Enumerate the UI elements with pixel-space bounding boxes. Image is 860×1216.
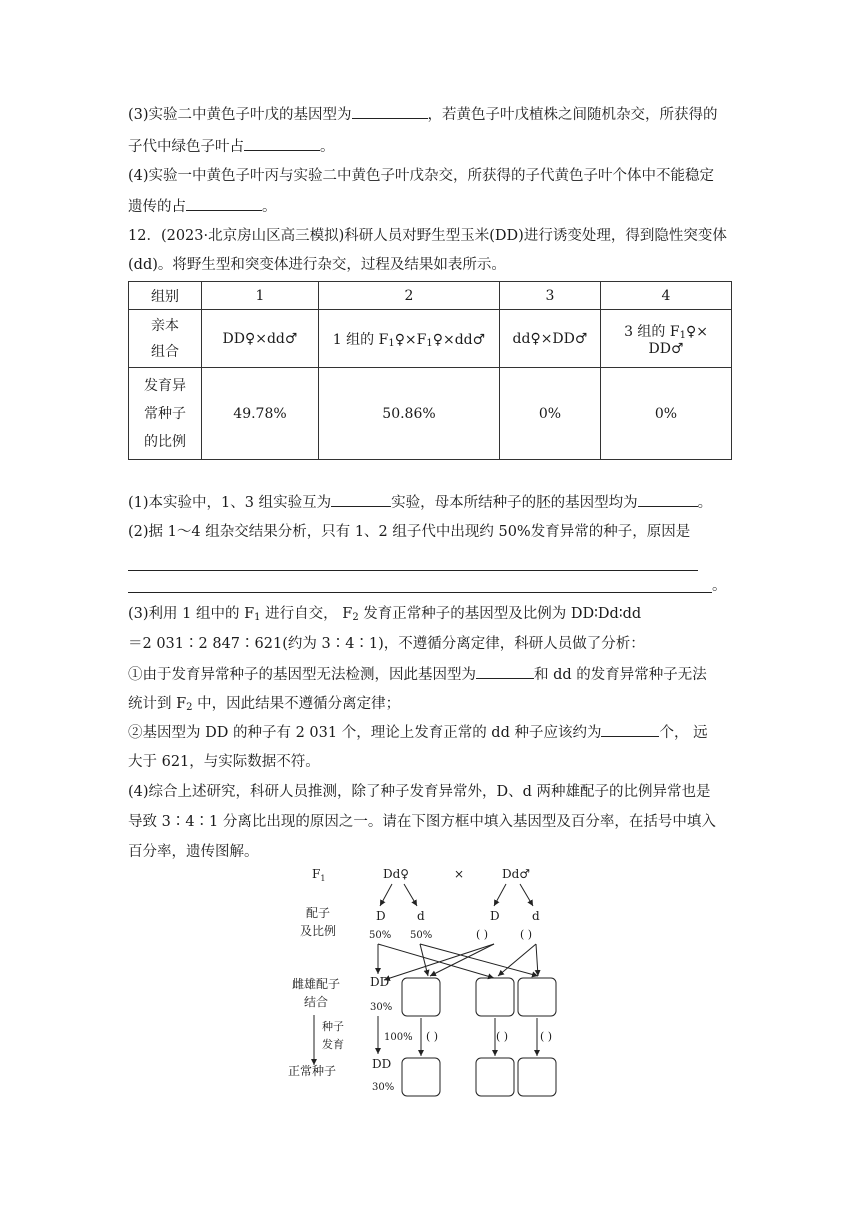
table-row bbox=[129, 368, 732, 460]
arrow-md-box3 bbox=[536, 944, 538, 976]
header-text: 亲本 bbox=[151, 317, 179, 334]
header-text: 组合 bbox=[151, 343, 179, 360]
q3-text: (3)实验二中黄色子叶戊的基因型为 bbox=[128, 107, 352, 123]
header-text: 发育异 bbox=[144, 377, 186, 394]
table-cell: 50.86% bbox=[319, 368, 500, 460]
paren-box-1[interactable]: ( ) bbox=[426, 1030, 439, 1043]
arrow-male-to-d bbox=[520, 884, 533, 906]
dd-zygote-percent: 30% bbox=[370, 1002, 393, 1013]
q3-blank-2[interactable] bbox=[244, 136, 320, 151]
dd-normal-percent: 30% bbox=[372, 1082, 395, 1093]
zygote-box-3[interactable] bbox=[518, 978, 556, 1016]
p2-line: (2)据 1～4 组杂交结果分析，只有 1、2 组子代中出现约 50%发育异常的种子，原因是 bbox=[128, 524, 691, 540]
arrow-fd-box1 bbox=[420, 944, 428, 976]
normal-seed-label: 正常种子 bbox=[288, 1064, 337, 1078]
q12-stem-line-2: (dd)。将野生型和突变体进行杂交，过程及结果如表所示。 bbox=[128, 257, 506, 273]
answer-line-1[interactable] bbox=[128, 570, 698, 571]
f1-label: $F_1$ bbox=[312, 867, 326, 883]
table-cell: 0% bbox=[601, 368, 732, 460]
p3-line-3 bbox=[128, 664, 707, 685]
q3-line-2 bbox=[128, 136, 335, 157]
normal-seed-box-3[interactable] bbox=[518, 1058, 556, 1096]
cell-text: ♀× DD♂ bbox=[648, 323, 708, 357]
q3-text-3: 子代中绿色子叶占 bbox=[128, 139, 244, 155]
p1-text: (1)本实验中，1、3 组实验互为 bbox=[128, 495, 332, 511]
p3-text: 个， 远 bbox=[659, 725, 708, 741]
header-text: 的比例 bbox=[144, 433, 186, 450]
union-label-1: 雌雄配子 bbox=[292, 977, 341, 991]
male-d-paren[interactable]: ( ) bbox=[520, 928, 533, 941]
development-label-2: 发育 bbox=[322, 1038, 344, 1051]
p3-sub: 2 bbox=[186, 702, 193, 713]
cross-sign: × bbox=[454, 867, 465, 881]
paren-box-2[interactable]: ( ) bbox=[496, 1030, 509, 1043]
cell-text: ♀×dd♂ bbox=[432, 331, 486, 348]
female-gamete-D: D bbox=[376, 909, 386, 923]
p3-line-1 bbox=[128, 604, 641, 628]
table-row bbox=[129, 282, 732, 310]
p3-line-2: ＝2 031∶2 847∶621(约为 3∶4∶1)，不遵循分离定律，科研人员做了分析： bbox=[128, 636, 645, 652]
p3-line-4 bbox=[128, 694, 400, 718]
cell-sub: 1 bbox=[679, 329, 686, 341]
table-row bbox=[129, 310, 732, 368]
table-cell: 49.78% bbox=[202, 368, 319, 460]
male-D-paren[interactable]: ( ) bbox=[476, 928, 489, 941]
table-cell: 3 bbox=[500, 282, 601, 310]
cell-sub: 1 bbox=[426, 337, 433, 349]
p3-text: ②基因型为 DD 的种子有 2 031 个，理论上发育正常的 dd 种子应该约为 bbox=[128, 725, 602, 741]
q4-text-2: 。 bbox=[262, 199, 277, 215]
female-D-percent: 50% bbox=[369, 930, 392, 941]
answer-line-2[interactable] bbox=[128, 592, 712, 593]
p1-blank-1[interactable] bbox=[331, 492, 391, 507]
p3-text: 发育正常种子的基因型及比例为 DD∶Dd∶dd bbox=[358, 606, 642, 622]
q4-blank[interactable] bbox=[186, 196, 262, 211]
female-gamete-d: d bbox=[417, 909, 425, 923]
header-text: 常种子 bbox=[144, 405, 186, 422]
table-header-group: 组别 bbox=[129, 282, 202, 310]
zygote-box-1[interactable] bbox=[402, 978, 440, 1016]
cell-text: 3 组的 F bbox=[624, 323, 680, 340]
p1-blank-2[interactable] bbox=[638, 492, 698, 507]
female-parent: Dd♀ bbox=[383, 867, 410, 881]
dd-zygote: DD bbox=[370, 975, 390, 989]
q12-stem-line-1: 12．(2023·北京房山区高三模拟)科研人员对野生型玉米(DD)进行诱变处理，得到隐性突变体 bbox=[128, 228, 727, 244]
table-cell bbox=[601, 310, 732, 368]
q3-text-2: ，若黄色子叶戊植株之间随机杂交，所获得的 bbox=[427, 107, 718, 123]
p4-line-1: (4)综合上述研究，科研人员推测，除了种子发育异常外，D、d 两种雄配子的比例异常也是 bbox=[128, 784, 711, 800]
p3-text: ①由于发育异常种子的基因型无法检测，因此基因型为 bbox=[128, 667, 476, 683]
table-cell: dd♀×DD♂ bbox=[500, 310, 601, 368]
p3-sub: 2 bbox=[352, 612, 359, 623]
cell-text: ♀×F bbox=[394, 331, 427, 348]
p3-text: 和 dd 的发育异常种子无法 bbox=[534, 667, 707, 683]
p2-end: 。 bbox=[712, 578, 727, 594]
table-cell: 4 bbox=[601, 282, 732, 310]
female-d-percent: 50% bbox=[410, 930, 433, 941]
dd-normal-seed: DD bbox=[372, 1057, 392, 1071]
table-cell: 1 bbox=[202, 282, 319, 310]
arrow-md-box2 bbox=[498, 944, 536, 976]
p3-text: 进行自交， F bbox=[260, 606, 353, 622]
table-header-abnormal bbox=[129, 368, 202, 460]
normal-seed-box-1[interactable] bbox=[402, 1058, 440, 1096]
male-gamete-d: d bbox=[532, 909, 540, 923]
q3-line-1 bbox=[128, 104, 718, 125]
gamete-label-2: 及比例 bbox=[300, 924, 337, 938]
q3-blank-1[interactable] bbox=[352, 104, 428, 119]
experiment-table bbox=[128, 281, 732, 460]
p3-line-5 bbox=[128, 722, 708, 743]
p3-text: (3)利用 1 组中的 F bbox=[128, 606, 255, 622]
development-label-1: 种子 bbox=[322, 1020, 344, 1033]
p1-line bbox=[128, 492, 712, 513]
p3-sub: 1 bbox=[254, 612, 261, 623]
gamete-label-1: 配子 bbox=[306, 906, 331, 920]
dd-development-percent: 100% bbox=[384, 1032, 413, 1043]
p4-line-3: 百分率，遗传图解。 bbox=[128, 844, 259, 860]
table-cell: 2 bbox=[319, 282, 500, 310]
p3-blank-2[interactable] bbox=[601, 722, 659, 737]
q4-text: 遗传的占 bbox=[128, 199, 186, 215]
p3-blank-1[interactable] bbox=[476, 664, 534, 679]
union-label-2: 结合 bbox=[304, 995, 329, 1009]
normal-seed-box-2[interactable] bbox=[476, 1058, 514, 1096]
q4-line-1: (4)实验一中黄色子叶丙与实验二中黄色子叶戊杂交，所获得的子代黄色子叶个体中不能稳定 bbox=[128, 168, 715, 184]
p3-line-6: 大于 621，与实际数据不符。 bbox=[128, 754, 320, 770]
table-header-parent bbox=[129, 310, 202, 368]
genetic-cross-diagram bbox=[280, 860, 600, 1100]
p1-text-2: 实验，母本所结种子的胚的基因型均为 bbox=[391, 495, 638, 511]
male-gamete-D: D bbox=[490, 909, 500, 923]
p3-text: 中，因此结果不遵循分离定律； bbox=[192, 696, 401, 712]
table-cell bbox=[319, 310, 500, 368]
cell-sub: 1 bbox=[388, 337, 395, 349]
table-cell: DD♀×dd♂ bbox=[202, 310, 319, 368]
q3-text-4: 。 bbox=[320, 139, 335, 155]
q4-line-2 bbox=[128, 196, 277, 217]
paren-box-3[interactable]: ( ) bbox=[540, 1030, 553, 1043]
arrow-male-to-D bbox=[494, 884, 506, 906]
p3-text: 统计到 F bbox=[128, 696, 187, 712]
p4-line-2: 导致 3∶4∶1 分离比出现的原因之一。请在下图方框中填入基因型及百分率，在括号中填入 bbox=[128, 814, 716, 830]
arrow-female-to-d bbox=[404, 884, 417, 906]
male-parent: Dd♂ bbox=[502, 867, 531, 881]
cell-text: 1 组的 F bbox=[332, 331, 389, 348]
arrow-female-to-D bbox=[380, 884, 392, 906]
table-cell: 0% bbox=[500, 368, 601, 460]
zygote-box-2[interactable] bbox=[476, 978, 514, 1016]
p1-text-3: 。 bbox=[697, 495, 713, 511]
